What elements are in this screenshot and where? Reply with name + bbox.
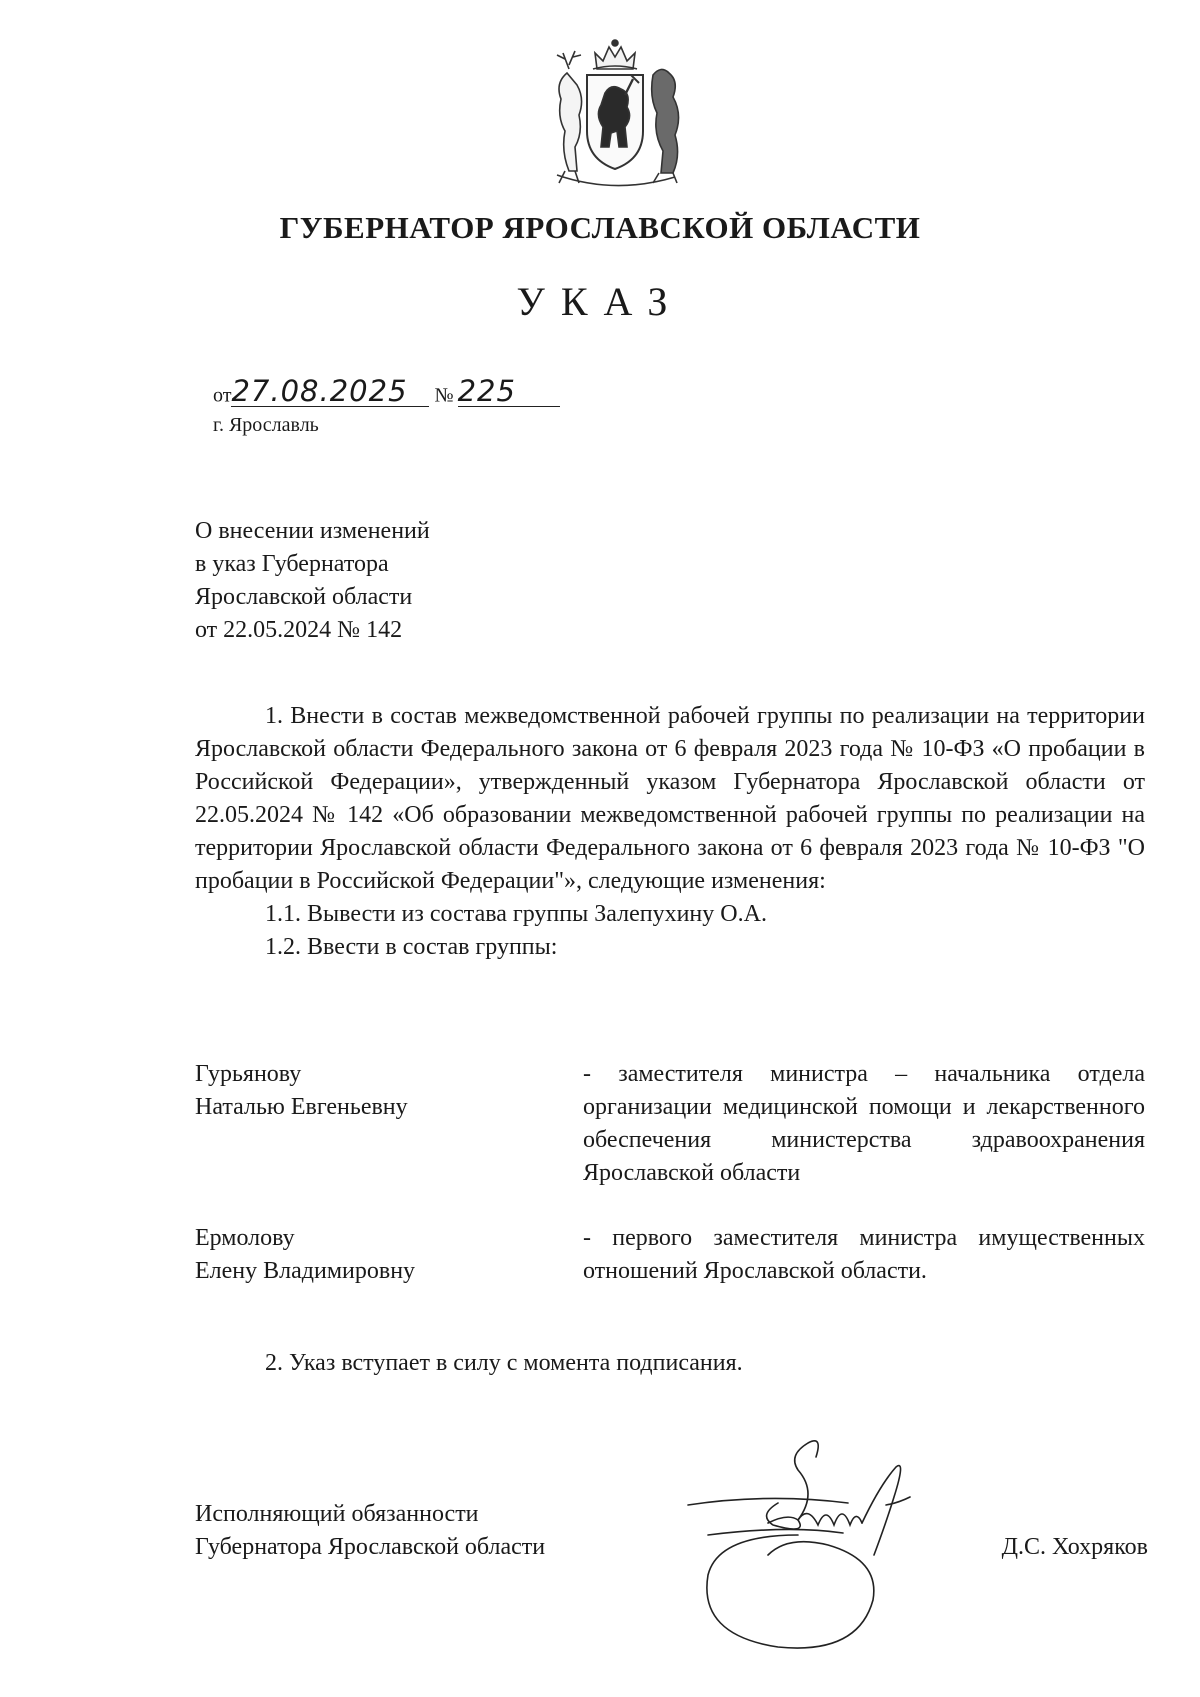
member-surname: Ермолову xyxy=(195,1225,295,1251)
member-name xyxy=(195,1058,565,1124)
handwritten-number: 225 xyxy=(458,376,560,407)
member-role: - заместителя министра – начальника отдела организации медицинской помощи и лекарственного обеспечения министерства здравоохранения Ярославской области xyxy=(583,1061,1145,1186)
member-given-names: Елену Владимировну xyxy=(195,1258,416,1284)
coat-of-arms-icon xyxy=(535,35,695,195)
paragraph-2: 2. Указ вступает в силу с момента подписания. xyxy=(265,1350,743,1376)
position-line: Губернатора Ярославской области xyxy=(195,1534,546,1560)
issuer-title: ГУБЕРНАТОР ЯРОСЛАВСКОЙ ОБЛАСТИ xyxy=(279,210,921,245)
item-1-1: 1.1. Вывести из состава группы Залепухину О.А. xyxy=(265,901,767,927)
member-given-names: Наталью Евгеньевну xyxy=(195,1094,408,1120)
member-surname: Гурьянову xyxy=(195,1061,302,1087)
handwritten-signature xyxy=(648,1385,978,1685)
decree-body xyxy=(195,700,1145,964)
signatory-position xyxy=(195,1498,545,1564)
document-date-number xyxy=(213,376,560,407)
position-line: Исполняющий обязанности xyxy=(195,1501,479,1527)
subject-line: от 22.05.2024 № 142 xyxy=(195,617,403,643)
document-type: УКАЗ xyxy=(516,279,684,324)
paragraph-1: 1. Внести в состав межведомственной рабочей группы по реализации на территории Ярославской области Федерального закона от 6 февраля 2023 года № 10-ФЗ «О пробации в Российской Федерации», утвержденный указом Губернатора Ярославской области от 22.05.2024 № 142 «Об образовании межведомственной рабочей группы по реализации на территории Ярославской области Федерального закона от 6 февраля 2023 года № 10-ФЗ "О пробации в Российской Федерации"», следующие изменения: xyxy=(195,703,1145,894)
date-prefix: от xyxy=(213,384,232,407)
issue-city: г. Ярославль xyxy=(213,414,319,436)
subject-line: Ярославской области xyxy=(195,584,413,610)
handwritten-date: 27.08.2025 xyxy=(231,376,429,407)
document-subject xyxy=(195,515,430,647)
member-name xyxy=(195,1222,565,1288)
item-1-2: 1.2. Ввести в состав группы: xyxy=(265,934,558,960)
number-prefix: № xyxy=(434,384,454,407)
signatory-name: Д.С. Хохряков xyxy=(1001,1534,1148,1560)
member-role: - первого заместителя министра имущественных отношений Ярославской области. xyxy=(583,1225,1145,1284)
subject-line: О внесении изменений xyxy=(195,518,430,544)
subject-line: в указ Губернатора xyxy=(195,551,389,577)
